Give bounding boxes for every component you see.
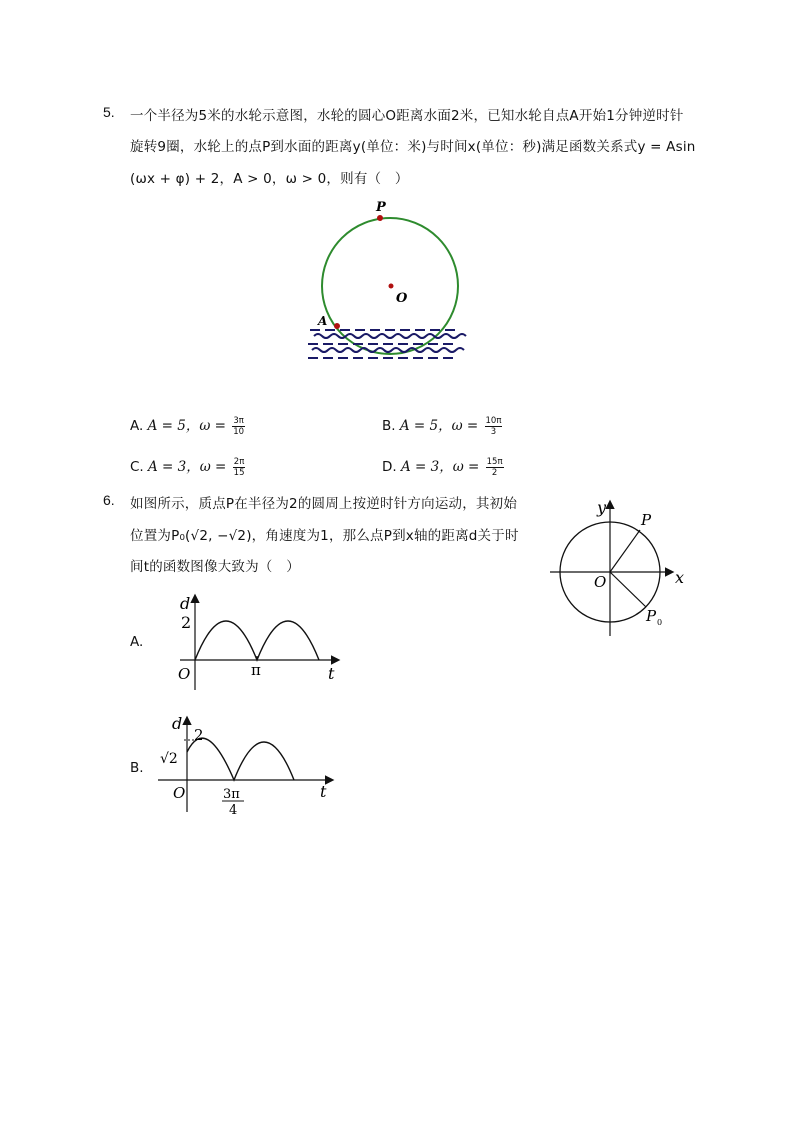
label-p0: P — [646, 607, 657, 625]
label-p-circle: P — [641, 511, 652, 529]
option-a-label-origin: O — [178, 665, 191, 683]
question-6-line-2: 位置为P₀(√2, −√2)，角速度为1，那么点P到x轴的距离d关于时 — [130, 528, 519, 544]
q5-option-d-letter: D. — [382, 459, 397, 475]
q5-option-a-letter: A. — [130, 418, 144, 434]
q5-option-c-letter: C. — [130, 459, 144, 475]
q5-option-b-body: A = 5，ω = — [399, 418, 483, 434]
q6-option-b-letter[interactable]: B. — [130, 760, 144, 776]
label-origin: O — [594, 573, 607, 591]
q5-option-d-body: A = 3，ω = — [400, 459, 484, 475]
option-b-label-2: 2 — [194, 726, 204, 744]
label-y: y — [597, 498, 607, 517]
question-5-number: 5. — [103, 104, 115, 120]
q5-option-b-denominator: 3 — [490, 426, 497, 437]
option-b-label-origin: O — [173, 784, 186, 802]
label-p: P — [376, 200, 386, 215]
option-b-label-4: 4 — [229, 803, 238, 818]
label-o: O — [396, 291, 408, 306]
option-a-label-pi: π — [251, 661, 261, 679]
option-b-curve — [187, 738, 294, 780]
q5-option-a-body: A = 5，ω = — [147, 418, 231, 434]
option-b-label-3pi: 3π — [223, 787, 240, 802]
q5-option-a-denominator: 10 — [233, 426, 245, 437]
q5-option-a-numerator: 3π — [233, 415, 244, 426]
question-6-number: 6. — [103, 492, 115, 508]
question-6-line-3: 间t的函数图像大致为（ ） — [130, 559, 300, 575]
option-b-label-root2: √2 — [160, 751, 178, 767]
option-a-label-t: t — [328, 664, 335, 683]
option-a-label-2: 2 — [181, 613, 192, 632]
question-6-line-1: 如图所示，质点P在半径为2的圆周上按逆时针方向运动，其初始 — [130, 496, 518, 512]
q6-option-a-letter[interactable]: A. — [130, 634, 144, 650]
q5-option-b-numerator: 10π — [485, 415, 502, 426]
q5-option-c-numerator: 2π — [233, 456, 245, 467]
label-p0-subscript: 0 — [657, 618, 663, 627]
q5-option-c-denominator: 15 — [233, 467, 245, 478]
label-x: x — [675, 568, 685, 587]
option-b-label-d: d — [172, 714, 183, 733]
q5-option-b-letter: B. — [382, 418, 396, 434]
question-5-line-3: (ωx + φ) + 2，A > 0，ω > 0，则有（ ） — [130, 171, 409, 187]
q5-option-c-body: A = 3，ω = — [148, 459, 231, 475]
q5-option-d-denominator: 2 — [491, 467, 498, 478]
q5-option-d-numerator: 15π — [486, 456, 503, 467]
option-a-label-d: d — [180, 594, 191, 613]
label-a: A — [318, 314, 328, 328]
option-b-label-t: t — [320, 782, 327, 801]
question-5-line-2: 旋转9圈，水轮上的点P到水面的距离y(单位：米)与时间x(单位：秒)满足函数关系式y = Asin — [130, 139, 696, 155]
question-5-line-1: 一个半径为5米的水轮示意图，水轮的圆心O距离水面2米，已知水轮自点A开始1分钟逆时针 — [130, 108, 684, 124]
